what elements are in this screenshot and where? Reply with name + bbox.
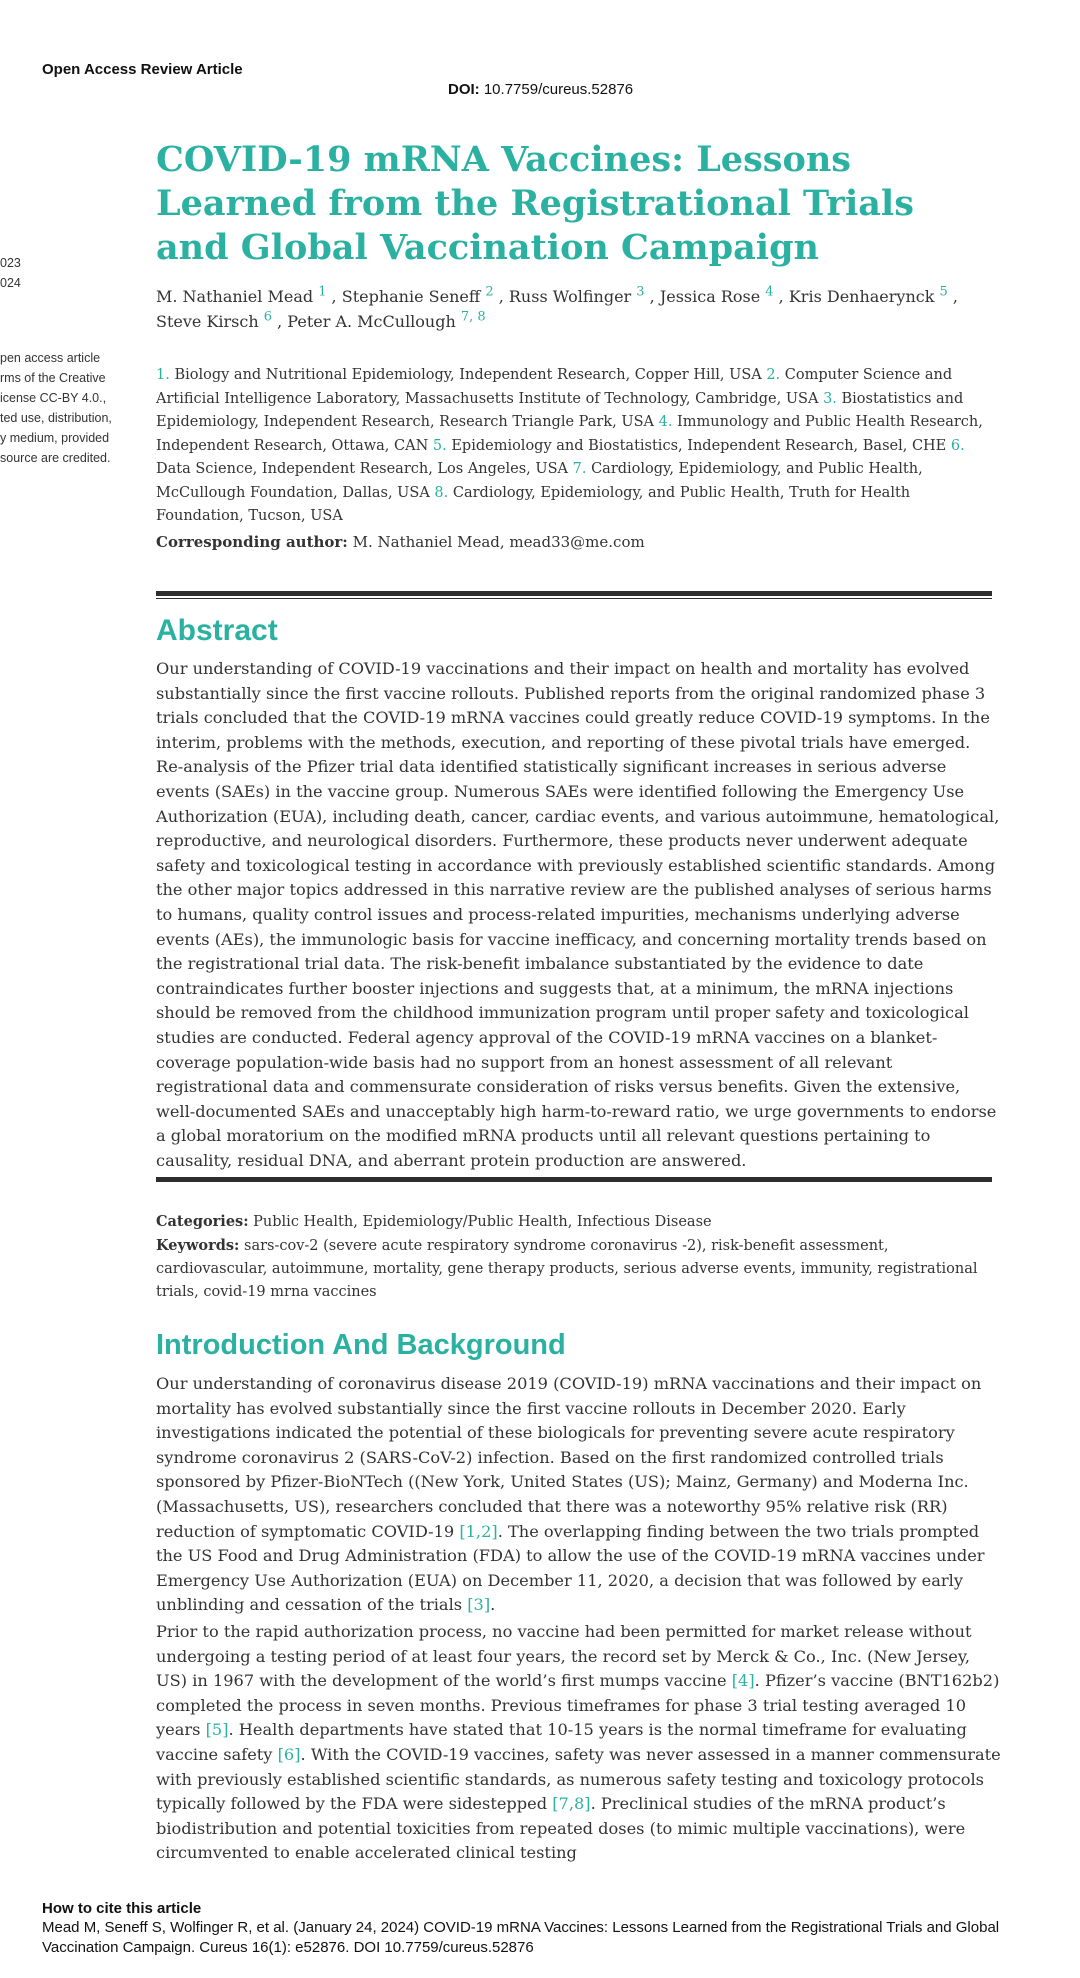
intro-paragraph <box>156 1620 1001 1866</box>
author-affiliation-ref[interactable]: 5 <box>939 284 948 300</box>
paragraph-text: Our understanding of coronavirus disease 2019 (COVID-19) mRNA vaccinations and their impact on mortality has evolved substantially since the first vaccine rollouts in December 2020. Early investigations indicated the potential of these biologicals for preventing severe acute respiratory syndrome coronavirus 2 (SARS-CoV-2) infection. Based on the first randomized controlled trials sponsored by Pfizer-BioNTech ((New York, United States (US); Mainz, Germany) and Moderna Inc. (Massachusetts, US), researchers concluded that there was a noteworthy 95% relative risk (RR) reduction of symptomatic COVID-19 <box>156 1374 982 1541</box>
paragraph-text: . Pfizer’s vaccine (BNT162b2) completed the process in seven months. Previous timeframes for phase 3 trial testing averaged 10 years <box>156 1671 1000 1740</box>
affiliation-number: 4. <box>658 414 673 430</box>
citation-link[interactable]: [7,8] <box>552 1794 591 1814</box>
affiliation-text: Cardiology, Epidemiology, and Public Health, Truth for Health Foundation, Tucson, USA <box>156 484 911 524</box>
affiliation-text: Data Science, Independent Research, Los Angeles, USA <box>156 461 569 477</box>
citation-link[interactable]: [4] <box>731 1671 755 1691</box>
corresponding-author-value[interactable]: M. Nathaniel Mead, mead33@me.com <box>352 533 645 551</box>
article-type-label: Open Access Review Article <box>42 61 243 78</box>
citation-link[interactable]: [1,2] <box>459 1521 498 1541</box>
sidebar-fragment: icense CC-BY 4.0., <box>0 391 107 405</box>
citation-link[interactable]: [5] <box>205 1720 229 1740</box>
section-divider <box>156 591 992 599</box>
author-affiliation-ref[interactable]: 2 <box>485 284 494 300</box>
affiliation-number: 1. <box>156 367 170 383</box>
doi-value[interactable]: 10.7759/cureus.52876 <box>483 81 634 98</box>
sidebar-fragment: source are credited. <box>0 451 111 465</box>
how-to-cite-text: Mead M, Seneff S, Wolfinger R, et al. (January 24, 2024) COVID-19 mRNA Vaccines: Lessons Learned from the Registrational Trials and Global Vaccination Campaign. Cureus 16(1): e52876. DOI 10.7759/cureus.52876 <box>42 1919 1000 1956</box>
affiliation-number: 2. <box>766 367 781 383</box>
author-affiliation-ref[interactable]: 6 <box>263 309 273 325</box>
intro-heading: Introduction And Background <box>156 1329 566 1361</box>
author-list: M. Nathaniel Mead $^1$ , Stephanie Seneff $^2$ , Russ Wolfinger $^3$ , Jessica Rose $^4$ , Kris Denhaerynck $^5$ , Steve Kirsch $^6$ , Peter A. McCullough $^{7, 8}$ <box>156 284 958 331</box>
article-title: COVID-19 mRNA Vaccines: Lessons Learned from the Registrational Trials and Global Vaccination Campaign <box>156 139 914 268</box>
affiliation-text: Biology and Nutritional Epidemiology, Independent Research, Copper Hill, USA <box>174 367 762 383</box>
author-affiliation-ref[interactable]: 7, 8 <box>460 309 486 325</box>
paragraph-text: . With the COVID-19 vaccines, safety was never assessed in a manner commensurate with previously established scientific standards, as numerous safety testing and toxicology protocols typically followed by the FDA were sidestepped <box>156 1744 1001 1814</box>
author-name: Russ Wolfinger <box>508 287 632 306</box>
affiliation-text: Computer Science and Artificial Intelligence Laboratory, Massachusetts Institute of Technology, Cambridge, USA <box>156 367 953 407</box>
abstract-heading: Abstract <box>156 614 278 647</box>
affiliation-number: 3. <box>823 390 837 407</box>
affiliation-text: Immunology and Public Health Research, Independent Research, Ottawa, CAN <box>156 414 983 454</box>
sidebar-fragment: y medium, provided <box>0 431 110 445</box>
affiliation-number: 7. <box>572 461 587 477</box>
author-name: M. Nathaniel Mead <box>156 287 314 306</box>
intro-paragraph <box>156 1372 1001 1618</box>
corresponding-author-label: Corresponding author: <box>156 533 348 551</box>
keywords-value: sars-cov-2 (severe acute respiratory syndrome coronavirus -2), risk-benefit assessment, cardiovascular, autoimmune, mortality, gene therapy products, serious adverse events, immunity, registrational trials, covid-19 mrna vaccines <box>156 1238 978 1300</box>
citation-link[interactable]: [6] <box>277 1744 301 1764</box>
affiliation-text: Biostatistics and Epidemiology, Independent Research, Research Triangle Park, USA <box>156 390 964 430</box>
doi <box>448 81 633 98</box>
doi-label: DOI: <box>448 81 480 98</box>
author-name: Stephanie Seneff <box>341 287 481 306</box>
affiliation-text: Cardiology, Epidemiology, and Public Health, McCullough Foundation, Dallas, USA <box>156 461 923 501</box>
how-to-cite <box>42 1899 1072 1957</box>
citation-link[interactable]: [3] <box>467 1595 491 1615</box>
paragraph-text: . <box>490 1595 496 1615</box>
sidebar-fragment: ted use, distribution, <box>0 411 112 425</box>
author-name: Steve Kirsch <box>156 312 259 331</box>
affiliation-number: 5. <box>432 437 447 454</box>
author-name: Jessica Rose <box>659 287 761 306</box>
sidebar-fragment: pen access article <box>0 351 101 365</box>
corresponding-author <box>156 533 645 551</box>
author-affiliation-ref[interactable]: 3 <box>636 284 645 300</box>
categories-label: Categories: <box>156 1213 249 1230</box>
how-to-cite-heading: How to cite this article <box>42 1900 202 1917</box>
keywords-line <box>156 1234 996 1304</box>
sidebar-fragment: 024 <box>0 276 21 290</box>
abstract-body: Our understanding of COVID-19 vaccinations and their impact on health and mortality has evolved substantially since the first vaccine rollouts. Published reports from the original randomized phase 3 trials concluded that the COVID-19 mRNA vaccines could greatly reduce COVID-19 symptoms. In the interim, problems with the methods, execution, and reporting of these pivotal trials have emerged. Re-analysis of the Pfizer trial data identified statistically significant increases in serious adverse events (SAEs) in the vaccine group. Numerous SAEs were identified following the Emergency Use Authorization (EUA), including death, cancer, cardiac events, and various autoimmune, hematological, reproductive, and neurological disorders. Furthermore, these products never underwent adequate safety and toxicological testing in accordance with previously established scientific standards. Among the other major topics addressed in this narrative review are the published analyses of serious harms to humans, quality control issues and process-related impurities, mechanisms underlying adverse events (AEs), the immunologic basis for vaccine inefficacy, and concerning mortality trends based on the registrational trial data. The risk-benefit imbalance substantiated by the evidence to date contraindicates further booster injections and suggests that, at a minimum, the mRNA injections should be removed from the childhood immunization program until proper safety and toxicological studies are conducted. Federal agency approval of the COVID-19 mRNA vaccines on a blanket-coverage population-wide basis had no support from an honest assessment of all relevant registrational data and commensurate consideration of risks versus benefits. Given the extensive, well-documented SAEs and unacceptably high harm-to-reward ratio, we urge governments to endorse a global moratorium on the modified mRNA products until all relevant questions pertaining to causality, residual DNA, and aberrant protein production are answered. <box>156 659 1000 1170</box>
article-metadata <box>156 1210 996 1304</box>
affiliation-text: Epidemiology and Biostatistics, Independent Research, Basel, CHE <box>451 437 947 454</box>
section-divider <box>156 1177 992 1182</box>
sidebar-fragment: rms of the Creative <box>0 371 106 385</box>
author-name: Peter A. McCullough <box>287 312 456 331</box>
affiliation-number: 6. <box>950 437 965 454</box>
paragraph-text: . Health departments have stated that 10-15 years is the normal timeframe for evaluating vaccine safety <box>156 1720 967 1764</box>
author-affiliation-ref[interactable]: 1 <box>318 284 327 300</box>
paragraph-text: . Preclinical studies of the mRNA product’s biodistribution and potential toxicities from repeated doses (to mimic multiple vaccinations), were circumvented to enable accelerated clinical testing <box>156 1794 966 1863</box>
paragraph-text: . The overlapping finding between the two trials prompted the US Food and Drug Administration (FDA) to allow the use of the COVID-19 mRNA vaccines under Emergency Use Authorization (EUA) on December 11, 2020, a decision that was followed by early unblinding and cessation of the trials <box>156 1521 985 1615</box>
author-name: Kris Denhaerynck <box>788 287 935 306</box>
categories-line <box>156 1210 996 1234</box>
keywords-label: Keywords: <box>156 1237 240 1254</box>
paragraph-text: Prior to the rapid authorization process, no vaccine had been permitted for market release without undergoing a testing period of at least four years, the record set by Merck & Co., Inc. (New Jersey, US) in 1967 with the development of the world’s first mumps vaccine <box>156 1622 972 1691</box>
affiliation-number: 8. <box>434 484 449 501</box>
sidebar-fragment: 023 <box>0 256 21 270</box>
author-affiliation-ref[interactable]: 4 <box>765 284 774 300</box>
affiliation-list <box>156 364 996 529</box>
categories-value: Public Health, Epidemiology/Public Health, Infectious Disease <box>253 1214 712 1230</box>
